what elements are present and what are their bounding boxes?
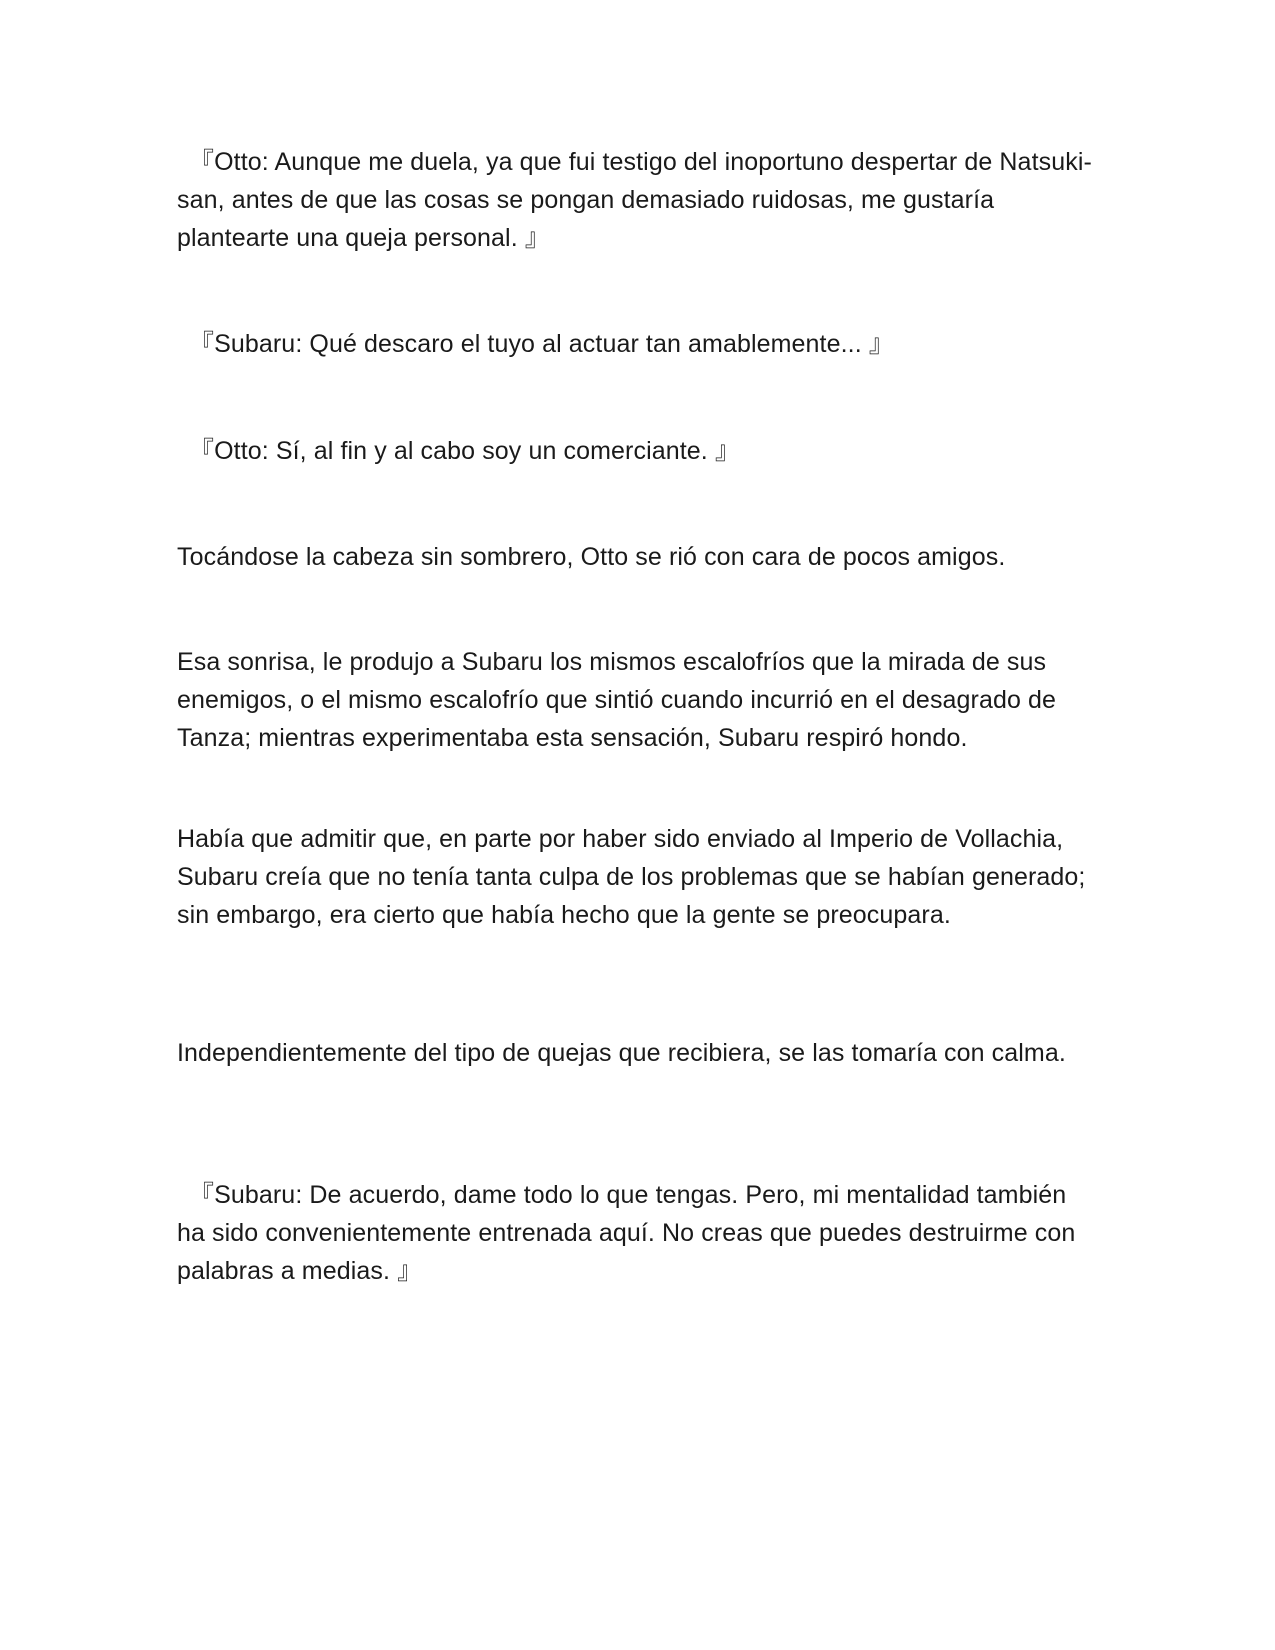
- paragraph-admit: Había que admitir que, en parte por haber sido enviado al Imperio de Vollachia, Subaru creía que no tenía tanta culpa de los problemas que se habían generado; sin embargo, era cierto que había hecho que la gente se preocupara.: [177, 825, 1086, 929]
- paragraph-subaru-ready: 『Subaru: De acuerdo, dame todo lo que tengas. Pero, mi mentalidad también ha sido convenientemente entrenada aquí. No creas que puedes destruirme con palabras a medias. 』: [177, 1181, 1076, 1285]
- paragraph-otto-laugh: Tocándose la cabeza sin sombrero, Otto se rió con cara de pocos amigos.: [177, 543, 1006, 571]
- paragraph-calm: Independientemente del tipo de quejas que recibiera, se las tomaría con calma.: [177, 1039, 1066, 1067]
- paragraph-otto-complaint: 『Otto: Aunque me duela, ya que fui testigo del inoportuno despertar de Natsuki-san, antes de que las cosas se pongan demasiado ruidosas, me gustaría plantearte una queja personal. 』: [177, 148, 1092, 252]
- paragraph-subaru-reply: 『Subaru: Qué descaro el tuyo al actuar tan amablemente... 』: [189, 330, 894, 358]
- paragraph-otto-merchant: 『Otto: Sí, al fin y al cabo soy un comerciante. 』: [189, 437, 740, 465]
- paragraph-chills: Esa sonrisa, le produjo a Subaru los mismos escalofríos que la mirada de sus enemigos, o el mismo escalofrío que sintió cuando incurrió en el desagrado de Tanza; mientras experimentaba esta sensación, Subaru respiró hondo.: [177, 648, 1057, 752]
